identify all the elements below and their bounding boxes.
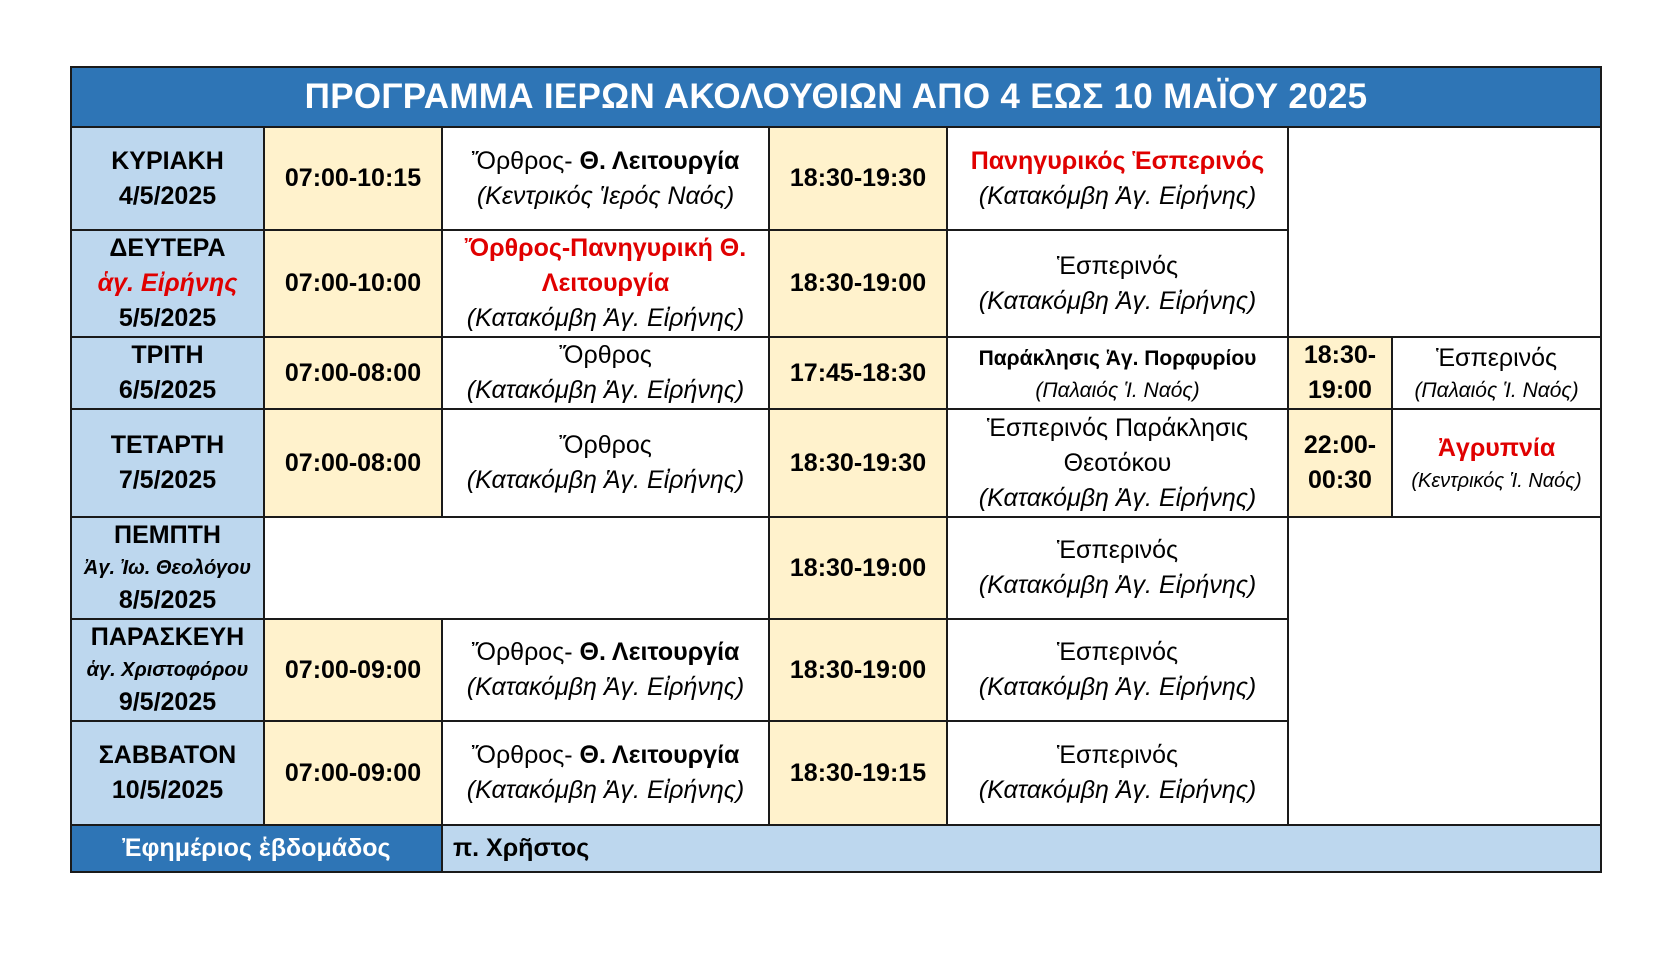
extra-place: (Κεντρικός Ἱ. Ναός) [1411, 469, 1582, 492]
evening-time: 18:30-19:00 [769, 230, 947, 337]
evening-service-cell [947, 230, 1288, 337]
day-cell [71, 230, 264, 337]
morning-service-bold: Θ. Λειτουργία [579, 146, 740, 175]
empty-cell [1288, 517, 1601, 825]
day-date: 6/5/2025 [118, 376, 217, 404]
evening-place: (Κατακόμβη Ἁγ. Εἰρήνης) [978, 673, 1257, 701]
day-name: ΚΥΡΙΑΚΗ [111, 146, 224, 175]
evening-service-cell [947, 337, 1288, 409]
extra-service-cell [1392, 409, 1601, 517]
evening-service: Ἑσπερινός [1056, 536, 1179, 564]
day-name: ΤΡΙΤΗ [131, 341, 204, 369]
evening-service: Ἑσπερινός Παράκλησις Θεοτόκου [986, 413, 1249, 477]
evening-place: (Παλαιός Ἱ. Ναός) [1035, 378, 1200, 402]
table-row [71, 409, 1601, 517]
morning-service-cell [442, 127, 769, 230]
day-date: 10/5/2025 [111, 776, 224, 804]
schedule-table [70, 66, 1602, 873]
evening-service-cell [947, 127, 1288, 230]
evening-service: Ἑσπερινός [1056, 638, 1179, 666]
day-name: ΔΕΥΤΕΡΑ [109, 234, 226, 262]
morning-place: (Κατακόμβη Ἁγ. Εἰρήνης) [466, 304, 745, 332]
footer-row [71, 825, 1601, 872]
evening-time: 18:30-19:15 [769, 721, 947, 825]
morning-time: 07:00-08:00 [264, 337, 442, 409]
morning-service: Ὄρθρος [559, 341, 652, 369]
day-feast: ἁγ. Χριστοφόρου [86, 659, 249, 681]
morning-place: (Κατακόμβη Ἁγ. Εἰρήνης) [466, 776, 745, 804]
extra-time-end: 00:30 [1308, 466, 1372, 494]
morning-service-cell [442, 337, 769, 409]
morning-place: (Κατακόμβη Ἁγ. Εἰρήνης) [466, 466, 745, 494]
extra-time-start: 18:30- [1303, 341, 1377, 369]
morning-service-prefix: Ὄρθρος- [471, 146, 580, 175]
extra-service-cell [1392, 337, 1601, 409]
extra-time-start: 22:00- [1303, 431, 1377, 459]
day-cell [71, 619, 264, 721]
evening-place: (Κατακόμβη Ἁγ. Εἰρήνης) [978, 286, 1257, 315]
evening-service-cell [947, 517, 1288, 619]
table-row [71, 337, 1601, 409]
day-cell [71, 409, 264, 517]
morning-service: Ὄρθρος [559, 431, 652, 459]
evening-place: (Κατακόμβη Ἁγ. Εἰρήνης) [978, 571, 1257, 599]
day-date: 9/5/2025 [118, 688, 217, 716]
day-feast: Ἀγ. Ἰω. Θεολόγου [83, 557, 252, 579]
morning-service: Ὄρθρος-Πανηγυρική Θ. Λειτουργία [464, 234, 747, 297]
morning-time: 07:00-09:00 [264, 721, 442, 825]
day-cell [71, 337, 264, 409]
morning-place: (Κατακόμβη Ἁγ. Εἰρήνης) [466, 376, 745, 404]
evening-service: Παράκλησις Ἁγ. Πορφυρίου [978, 346, 1257, 370]
evening-place: (Κατακόμβη Ἁγ. Εἰρήνης) [978, 776, 1257, 804]
extra-time [1288, 409, 1392, 517]
evening-time: 18:30-19:30 [769, 409, 947, 517]
title-row [71, 67, 1601, 127]
evening-time: 18:30-19:00 [769, 517, 947, 619]
day-cell [71, 721, 264, 825]
evening-service-cell [947, 409, 1288, 517]
day-date: 5/5/2025 [118, 304, 217, 332]
day-name: ΠΑΡΑΣΚΕΥΗ [90, 623, 245, 651]
evening-service-cell [947, 721, 1288, 825]
extra-service: Ἑσπερινός [1435, 343, 1558, 372]
evening-service: Πανηγυρικός Ἑσπερινός [970, 146, 1265, 175]
day-name: ΤΕΤΑΡΤΗ [110, 431, 225, 459]
evening-place: (Κατακόμβη Ἁγ. Εἰρήνης) [978, 483, 1257, 512]
evening-time: 18:30-19:30 [769, 127, 947, 230]
morning-time: 07:00-10:15 [264, 127, 442, 230]
morning-service-bold: Θ. Λειτουργία [579, 741, 740, 769]
evening-service: Ἑσπερινός [1056, 251, 1179, 280]
table-row [71, 127, 1601, 230]
morning-service-cell [442, 409, 769, 517]
day-feast: ἁγ. Εἰρήνης [97, 269, 238, 297]
morning-service-cell [442, 721, 769, 825]
evening-place: (Κατακόμβη Ἁγ. Εἰρήνης) [978, 181, 1257, 210]
morning-time: 07:00-08:00 [264, 409, 442, 517]
extra-place: (Παλαιός Ἱ. Ναός) [1414, 378, 1579, 402]
day-date: 7/5/2025 [118, 466, 217, 494]
day-name: ΠΕΜΠΤΗ [114, 521, 221, 549]
empty-cell [1288, 127, 1601, 337]
evening-service-cell [947, 619, 1288, 721]
empty-cell [264, 517, 769, 619]
morning-time: 07:00-09:00 [264, 619, 442, 721]
extra-service: Ἀγρυπνία [1437, 433, 1556, 462]
morning-place: (Κατακόμβη Ἁγ. Εἰρήνης) [466, 673, 745, 701]
priest-of-week-value: π. Χρῆστος [442, 825, 1601, 872]
day-cell [71, 517, 264, 619]
extra-time [1288, 337, 1392, 409]
morning-service-prefix: Ὄρθρος- [471, 638, 580, 666]
evening-time: 17:45-18:30 [769, 337, 947, 409]
day-date: 4/5/2025 [118, 181, 217, 210]
schedule-title: ΠΡΟΓΡΑΜΜΑ ΙΕΡΩΝ ΑΚΟΛΟΥΘΙΩΝ ΑΠΟ 4 ΕΩΣ 10 ΜΑΪΟΥ 2025 [71, 67, 1601, 127]
day-cell [71, 127, 264, 230]
evening-time: 18:30-19:00 [769, 619, 947, 721]
table-row [71, 517, 1601, 619]
day-date: 8/5/2025 [118, 586, 217, 614]
morning-service-cell [442, 619, 769, 721]
morning-service-cell [442, 230, 769, 337]
morning-place: (Κεντρικός Ἱερός Ναός) [476, 181, 735, 210]
evening-service: Ἑσπερινός [1056, 741, 1179, 769]
morning-service-bold: Θ. Λειτουργία [579, 638, 740, 666]
morning-service-prefix: Ὄρθρος- [471, 741, 580, 769]
priest-of-week-label: Ἐφημέριος ἑβδομάδος [71, 825, 442, 872]
extra-time-end: 19:00 [1308, 376, 1372, 404]
day-name: ΣΑΒΒΑΤΟΝ [98, 741, 237, 769]
morning-time: 07:00-10:00 [264, 230, 442, 337]
